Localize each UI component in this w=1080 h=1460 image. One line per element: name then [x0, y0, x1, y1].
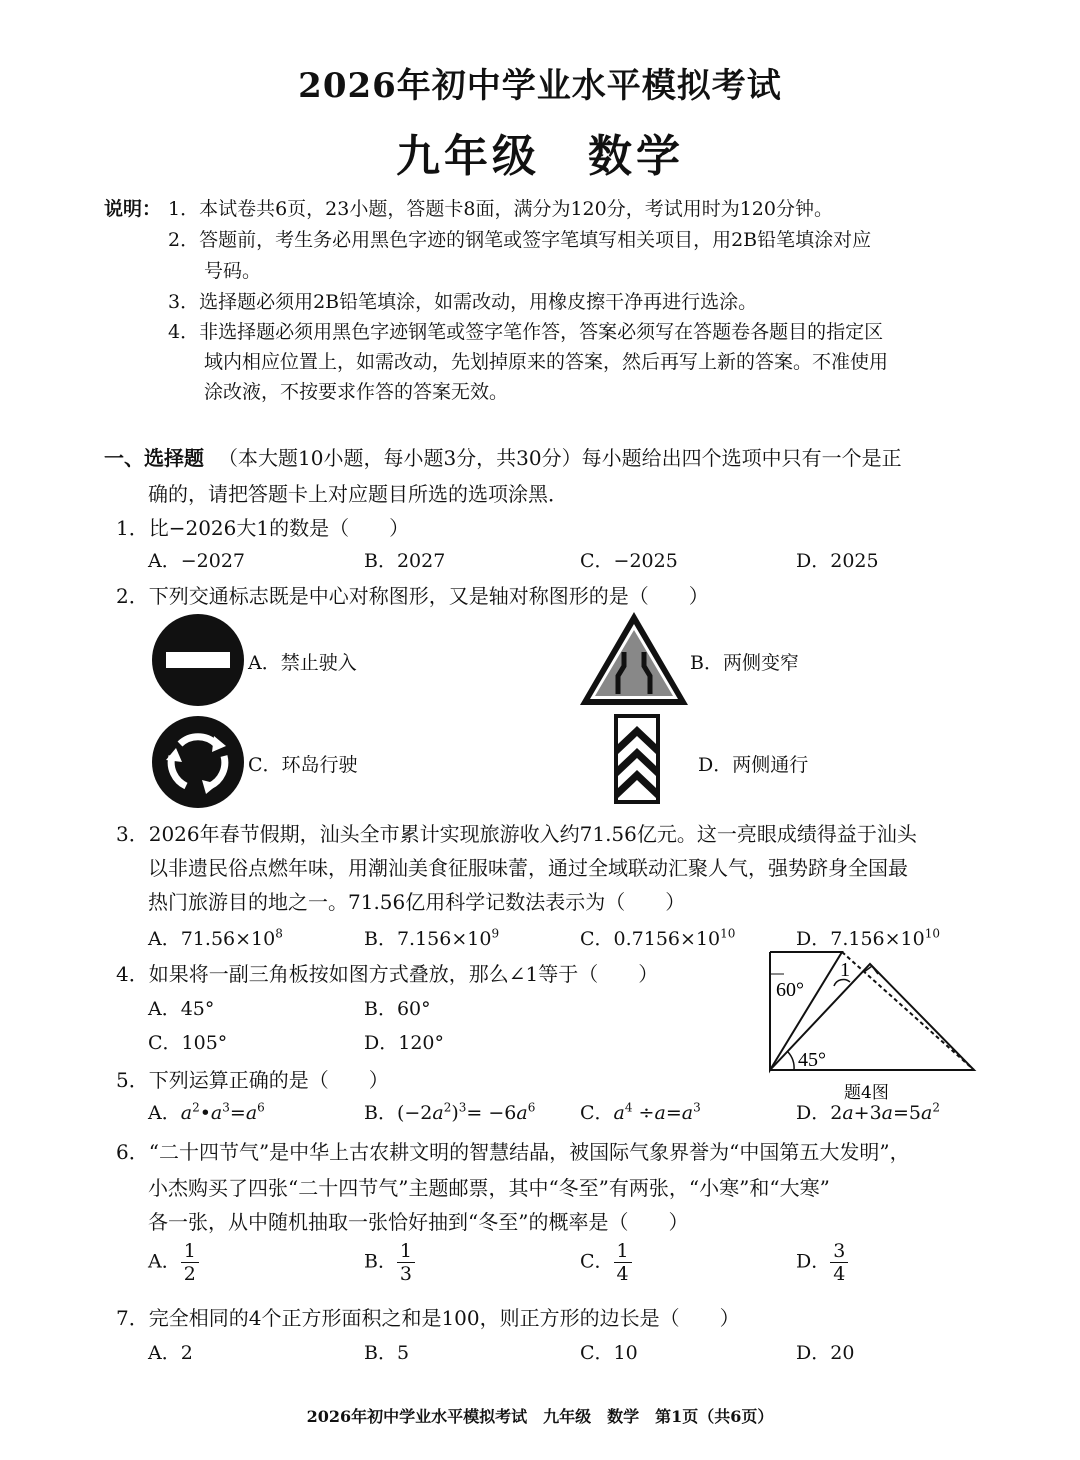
fig-label-60: 60°: [776, 979, 804, 1001]
q4-option-a: A．45°: [148, 998, 215, 1020]
fig-label-45: 45°: [798, 1049, 826, 1071]
q4-stem: 4．如果将一副三角板按如图方式叠放，那么∠1等于（ ）: [116, 962, 659, 986]
q6-option-b: B． $\frac{1}{3}$: [364, 1240, 415, 1285]
exam-title: 2026年初中学业水平模拟考试: [298, 66, 782, 106]
q3-option-a: A．$71.56\times 10^8$: [148, 926, 283, 950]
q2-option-d: D．两侧通行: [698, 754, 809, 776]
q6-line1: 6．“二十四节气”是中华上古农耕文明的智慧结晶，被国际气象界誉为“中国第五大发明”，: [116, 1140, 910, 1164]
q5-stem: 5．下列运算正确的是（ ）: [116, 1068, 389, 1092]
section-desc-cont: 确的，请把答题卡上对应题目所选的选项涂黑．: [148, 482, 568, 506]
q7-option-d: D．20: [796, 1342, 855, 1364]
no-entry-sign-icon: [150, 612, 246, 708]
q1-option-d: D．2025: [796, 550, 879, 572]
q7-option-b: B．5: [364, 1342, 410, 1364]
section-label: 一、选择题: [104, 446, 204, 470]
q7-stem: 7．完全相同的4个正方形面积之和是100，则正方形的边长是（ ）: [116, 1306, 740, 1330]
q1-option-a: A．−2027: [148, 550, 245, 572]
q6-line3: 各一张，从中随机抽取一张恰好抽到“冬至”的概率是（ ）: [148, 1210, 689, 1234]
q6-option-c: C． $\frac{1}{4}$: [580, 1240, 632, 1285]
q2-option-b: B．两侧变窄: [690, 652, 799, 674]
section-desc: （本大题10小题，每小题3分，共30分）每小题给出四个选项中只有一个是正: [218, 446, 902, 470]
keep-either-side-sign-icon: [614, 714, 660, 804]
q3-option-b: B．$7.156\times 10^9$: [364, 926, 500, 950]
q1-stem: 1．比−2026大1的数是（ ）: [116, 516, 410, 540]
q5-option-a: A．$a^2•a^3=a^6$: [148, 1100, 265, 1124]
q5-option-c: C．$a^4 \div a=a^3$: [580, 1100, 701, 1124]
q2-stem: 2．下列交通标志既是中心对称图形，又是轴对称图形的是（ ）: [116, 584, 709, 608]
q4-option-b: B．60°: [364, 998, 431, 1020]
exam-subject: 九年级 数学: [396, 131, 684, 182]
q7-option-a: A．2: [148, 1342, 193, 1364]
note-2: 2．答题前，考生务必用黑色字迹的钢笔或签字笔填写相关项目，用2B铅笔填涂对应: [168, 229, 872, 251]
q4-option-c: C．105°: [148, 1032, 228, 1054]
q3-line2: 以非遗民俗点燃年味，用潮汕美食征服味蕾，通过全域联动汇聚人气，强势跻身全国最: [148, 856, 908, 880]
q3-line1: 3．2026年春节假期，汕头全市累计实现旅游收入约71.56亿元。这一亮眼成绩得益于汕头: [116, 822, 917, 846]
q3-option-c: C．$0.7156\times 10^{10}$: [580, 926, 736, 950]
note-4-cont: 域内相应位置上，如需改动，先划掉原来的答案，然后再写上新的答案。不准使用: [204, 351, 889, 373]
q6-option-d: D． $\frac{3}{4}$: [796, 1240, 848, 1285]
q5-option-b: B．$(-2a^2)^3= -6a^6$: [364, 1100, 536, 1124]
q5-option-d: D．$2a+3a=5a^2$: [796, 1100, 940, 1124]
note-3: 3．选择题必须用2B铅笔填涂，如需改动，用橡皮擦干净再进行选涂。: [168, 291, 758, 313]
note-1: 1．本试卷共6页，23小题，答题卡8面，满分为120分，考试用时为120分钟。: [168, 198, 833, 220]
q3-option-d: D．$7.156\times 10^{10}$: [796, 926, 941, 950]
note-4-cont2: 涂改液，不按要求作答的答案无效。: [204, 381, 509, 403]
page-footer: 2026年初中学业水平模拟考试 九年级 数学 第1页（共6页）: [306, 1407, 774, 1426]
q2-option-a: A．禁止驶入: [248, 652, 357, 674]
roundabout-sign-icon: [150, 714, 246, 810]
q7-option-c: C．10: [580, 1342, 638, 1364]
fig-caption: 题4图: [844, 1083, 889, 1103]
q4-option-d: D．120°: [364, 1032, 444, 1054]
q4-figure: [760, 946, 982, 1104]
note-4: 4．非选择题必须用黑色字迹钢笔或签字笔作答，答案必须写在答题卷各题目的指定区: [168, 321, 884, 343]
q2-option-c: C．环岛行驶: [248, 754, 358, 776]
q6-option-a: A． $\frac{1}{2}$: [148, 1240, 199, 1285]
q3-line3: 热门旅游目的地之一。71.56亿用科学记数法表示为（ ）: [148, 890, 686, 914]
q1-option-c: C．−2025: [580, 550, 678, 572]
q6-line2: 小杰购买了四张“二十四节气”主题邮票，其中“冬至”有两张，“小寒”和“大寒”: [148, 1176, 830, 1200]
note-2-cont: 号码。: [204, 260, 262, 282]
notes-label: 说明：: [104, 198, 162, 220]
fig-label-1: 1: [840, 959, 850, 981]
q1-option-b: B．2027: [364, 550, 446, 572]
road-narrows-sign-icon: [578, 610, 690, 708]
